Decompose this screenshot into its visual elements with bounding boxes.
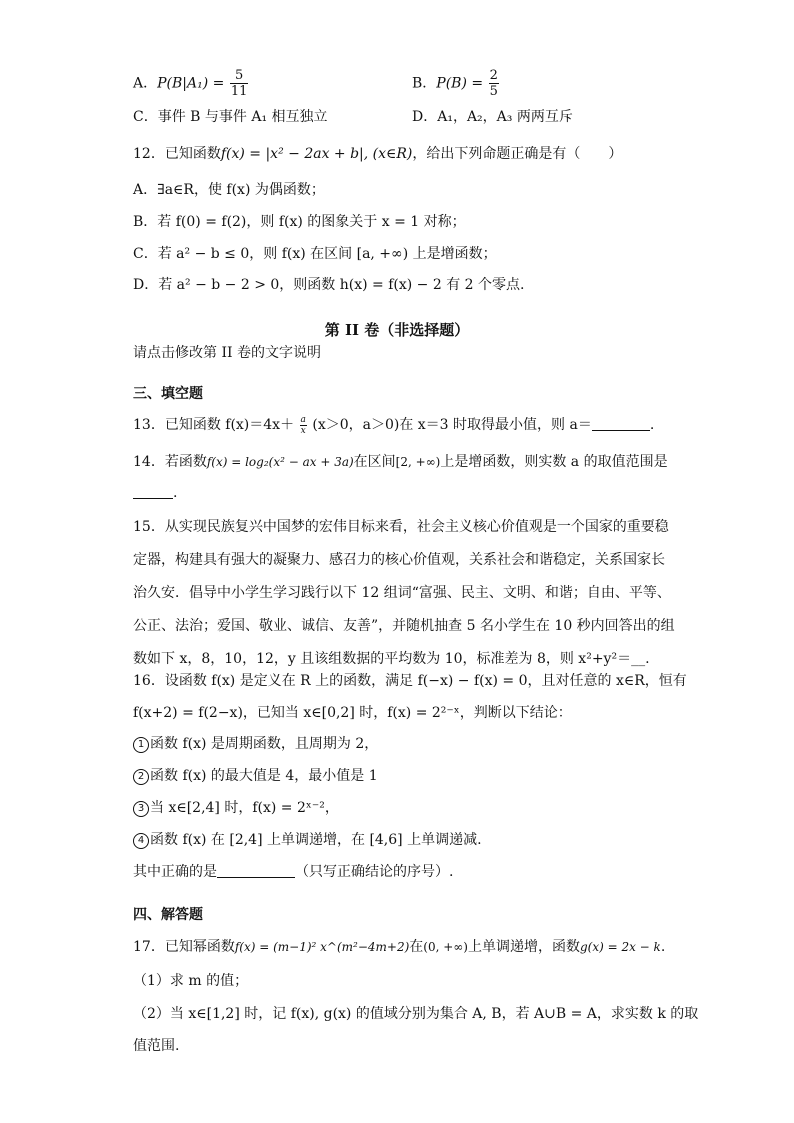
q14-pre: 14．若函数 xyxy=(133,454,207,470)
q14-mid: 在区间 xyxy=(353,454,396,470)
q13-pre: 13．已知函数 f(x)＝4x＋ xyxy=(133,417,295,433)
q12-stem-expr: f(x) = |x² − 2ax + b|, (x∈R) xyxy=(220,146,413,162)
q11-option-a-label: A． xyxy=(133,75,158,92)
q16-item-4 xyxy=(133,829,482,851)
section-2-note: 请点击修改第 II 卷的文字说明 xyxy=(133,345,321,361)
q12-stem-pre: 12．已知函数 xyxy=(133,146,221,162)
q15-line-4: 公正、法治；爱国、敬业、诚信、友善”，并随机抽查 5 名小学生在 10 秒内回答出的组 xyxy=(133,618,675,634)
q17-end: . xyxy=(660,939,666,955)
q11-option-a-fraction xyxy=(230,68,249,99)
q17-part-2-line-1: （2）当 x∈[1,2] 时，记 f(x), g(x) 的值域分别为集合 A, B，若 A∪B = A，求实数 k 的取 xyxy=(133,1006,699,1022)
q11-option-b-expr: P(B) = xyxy=(436,75,484,92)
q16-answer-line xyxy=(133,861,453,883)
q16-item-2 xyxy=(133,765,378,787)
q14-answer-blank[interactable] xyxy=(133,484,173,499)
q16-answer-blank[interactable] xyxy=(217,863,295,878)
q16-item-2-number: 2 xyxy=(133,769,149,785)
q13-fraction-numerator: a xyxy=(300,414,306,425)
q15-line-5: 数如下 x，8，10，12，y 且该组数据的平均数为 10，标准差为 8，则 x²+y²＝__. xyxy=(133,651,650,667)
q11-option-b xyxy=(412,68,500,99)
q11-option-a-numerator: 5 xyxy=(234,68,244,83)
q11-option-b-denominator: 5 xyxy=(489,84,498,99)
q16-item-1-number: 1 xyxy=(133,737,149,753)
q12-option-a: A．∃a∈R，使 f(x) 为偶函数； xyxy=(133,182,325,198)
q16-item-2-text: 函数 f(x) 的最大值是 4，最小值是 1 xyxy=(150,768,378,784)
q16-item-4-text: 函数 f(x) 在 [2,4] 上单调递增，在 [4,6] 上单调递减. xyxy=(150,832,482,848)
q16-item-4-number: 4 xyxy=(133,833,149,849)
q13-stem xyxy=(133,414,654,436)
q14-expr: f(x) = log₂(x² − ax + 3a) xyxy=(206,455,354,469)
q11-option-a-expr: P(B|A₁) = xyxy=(157,75,225,92)
q17-interval: (0, +∞) xyxy=(423,940,468,954)
q15-line-3: 治久安．倡导中小学生学习践行以下 12 组词“富强、民主、文明、和谐；自由、平等、 xyxy=(133,585,671,601)
q17-part-2-line-2: 值范围. xyxy=(133,1038,180,1054)
section-2-title: 第 II 卷（非选择题） xyxy=(324,321,470,339)
q17-stem xyxy=(133,936,665,958)
q17-post: 上单调递增，函数 xyxy=(467,939,580,955)
q16-item-3-text: 当 x∈[2,4] 时，f(x) = 2ˣ⁻²， xyxy=(150,800,339,816)
q11-option-c: C．事件 B 与事件 A₁ 相互独立 xyxy=(133,109,328,125)
q14-post: 上是增函数，则实数 a 的取值范围是 xyxy=(440,454,668,470)
q16-answer-pre: 其中正确的是 xyxy=(133,864,217,880)
q16-item-1-text: 函数 f(x) 是周期函数，且周期为 2， xyxy=(150,736,379,752)
q16-answer-post: （只写正确结论的序号）. xyxy=(295,864,454,880)
q11-option-b-fraction xyxy=(489,68,499,99)
q14-stem xyxy=(133,451,668,473)
q12-stem xyxy=(133,143,622,165)
q17-mid: 在 xyxy=(409,939,424,955)
q14-answer-line xyxy=(133,482,177,504)
q16-item-3-number: 3 xyxy=(133,801,149,817)
q17-pre: 17．已知幂函数 xyxy=(133,939,235,955)
q14-interval: [2, +∞) xyxy=(395,455,441,469)
section-3-title: 三、填空题 xyxy=(133,386,203,402)
q12-option-d: D．若 a² − b − 2 > 0，则函数 h(x) = f(x) − 2 有 2 个零点. xyxy=(133,277,525,293)
q11-option-a-denominator: 11 xyxy=(230,84,248,99)
q13-end: . xyxy=(649,417,655,433)
q16-item-1 xyxy=(133,733,378,755)
q17-part-1: （1）求 m 的值； xyxy=(133,973,249,989)
q11-option-b-numerator: 2 xyxy=(489,68,498,83)
q12-option-b: B．若 f(0) = f(2)，则 f(x) 的图象关于 x = 1 对称； xyxy=(133,214,466,230)
q12-option-c: C．若 a² − b ≤ 0，则 f(x) 在区间 [a, +∞) 上是增函数； xyxy=(133,246,497,262)
q13-answer-blank[interactable] xyxy=(592,416,650,431)
section-4-title: 四、解答题 xyxy=(133,907,203,923)
q16-item-3 xyxy=(133,797,339,819)
q17-g-expr: g(x) = 2x − k xyxy=(579,940,661,954)
q15-line-1: 15．从实现民族复兴中国梦的宏伟目标来看，社会主义核心价值观是一个国家的重要稳 xyxy=(133,519,669,535)
q12-stem-post: ，给出下列命题正确是有（ ） xyxy=(412,146,623,162)
q17-expr: f(x) = (m−1)² x^(m²−4m+2) xyxy=(234,940,410,954)
q13-post: (x＞0，a＞0)在 x＝3 时取得最小值，则 a＝ xyxy=(312,417,592,433)
q11-option-b-label: B． xyxy=(412,75,437,92)
q15-line-2: 定器，构建具有强大的凝聚力、感召力的核心价值观，关系社会和谐稳定，关系国家长 xyxy=(133,552,665,568)
q11-option-d: D．A₁，A₂，A₃ 两两互斥 xyxy=(412,109,573,125)
q16-line-1: 16．设函数 f(x) 是定义在 R 上的函数，满足 f(−x) − f(x) = 0，且对任意的 x∈R，恒有 xyxy=(133,673,687,689)
q14-end: . xyxy=(173,485,178,501)
q11-option-a xyxy=(133,68,249,99)
q13-fraction-denominator: x xyxy=(300,425,306,436)
q13-fraction xyxy=(300,415,307,436)
q16-line-2: f(x+2) = f(2−x)，已知当 x∈[0,2] 时，f(x) = 2²⁻ˣ，判断以下结论： xyxy=(133,705,572,721)
